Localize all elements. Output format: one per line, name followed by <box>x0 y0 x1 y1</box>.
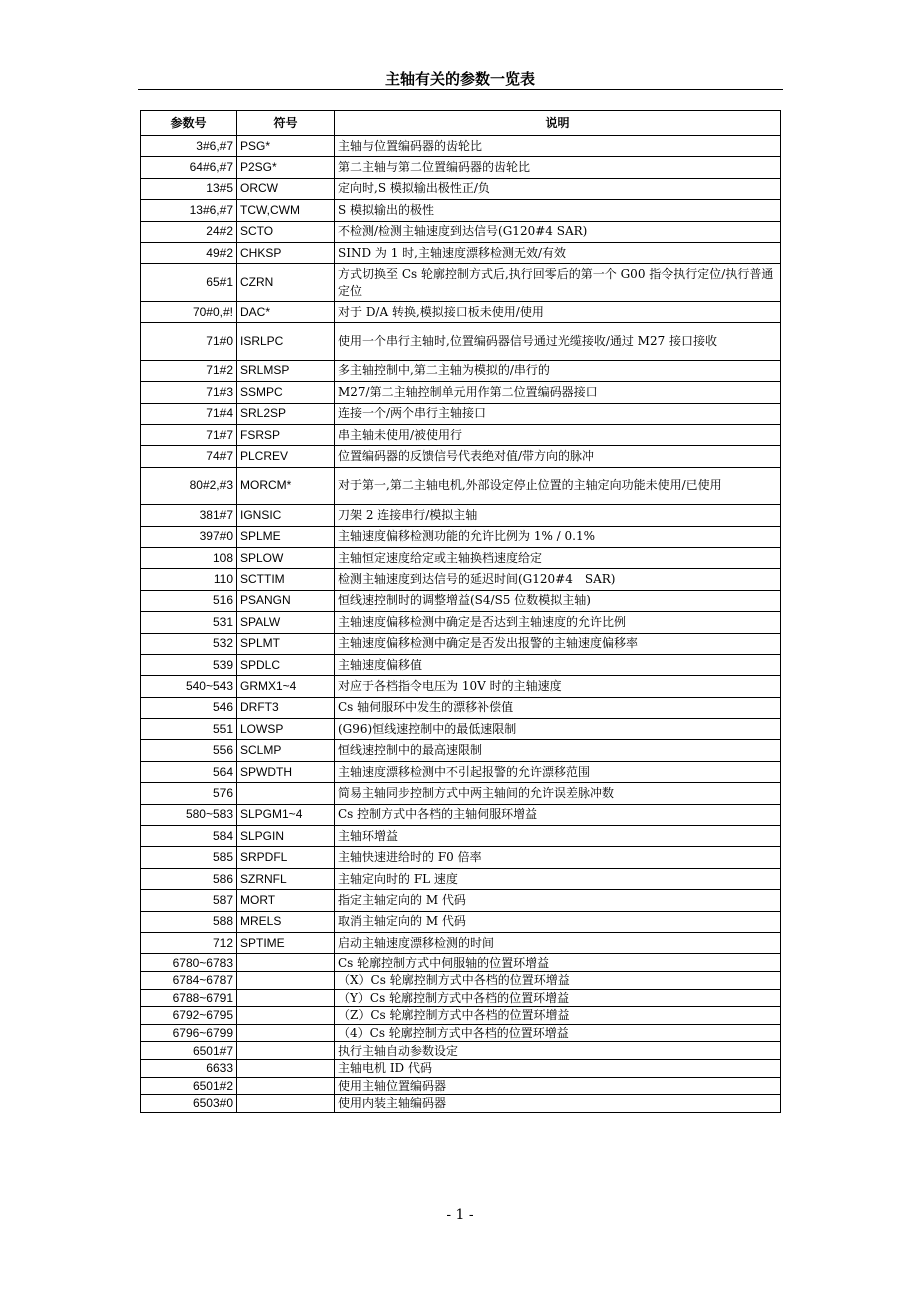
symbol-cell: SRPDFL <box>237 847 335 868</box>
symbol-cell <box>237 1077 335 1095</box>
param-number-cell: 6633 <box>141 1059 237 1077</box>
symbol-cell: ISRLPC <box>237 323 335 361</box>
param-number-cell: 6501#2 <box>141 1077 237 1095</box>
table-row <box>141 200 781 221</box>
symbol-cell: SPLMT <box>237 633 335 654</box>
table-row <box>141 612 781 633</box>
description-cell: M27/第二主轴控制单元用作第二位置编码器接口 <box>335 382 781 403</box>
symbol-cell: SPWDTH <box>237 761 335 782</box>
description-cell: 多主轴控制中,第二主轴为模拟的/串行的 <box>335 360 781 381</box>
symbol-cell: CHKSP <box>237 242 335 263</box>
param-number-cell: 71#4 <box>141 403 237 424</box>
description-cell: 恒线速控制中的最高速限制 <box>335 740 781 761</box>
table-row <box>141 761 781 782</box>
header-rule <box>138 89 783 90</box>
table-row <box>141 547 781 568</box>
symbol-cell: SRLMSP <box>237 360 335 381</box>
description-cell: 启动主轴速度漂移检测的时间 <box>335 933 781 954</box>
table-row <box>141 157 781 178</box>
symbol-cell: FSRSP <box>237 424 335 445</box>
param-number-cell: 587 <box>141 890 237 911</box>
description-cell: 使用内装主轴编码器 <box>335 1095 781 1113</box>
description-cell: 串主轴未使用/被使用行 <box>335 424 781 445</box>
table-row <box>141 847 781 868</box>
table-row <box>141 1059 781 1077</box>
table-row <box>141 783 781 804</box>
table-row <box>141 242 781 263</box>
description-cell: 主轴速度偏移值 <box>335 654 781 675</box>
description-cell: Cs 轮廓控制方式中伺服轴的位置环增益 <box>335 954 781 972</box>
symbol-cell: IGNSIC <box>237 505 335 526</box>
description-cell: （Z）Cs 轮廓控制方式中各档的位置环增益 <box>335 1007 781 1025</box>
table-row <box>141 360 781 381</box>
description-cell: 对于第一,第二主轴电机,外部设定停止位置的主轴定向功能未使用/已使用 <box>335 467 781 505</box>
param-number-cell: 381#7 <box>141 505 237 526</box>
param-number-cell: 584 <box>141 826 237 847</box>
symbol-cell <box>237 971 335 989</box>
header-symbol: 符号 <box>237 111 335 136</box>
description-cell: 主轴速度漂移检测中不引起报警的允许漂移范围 <box>335 761 781 782</box>
description-cell: 使用一个串行主轴时,位置编码器信号通过光缆接收/通过 M27 接口接收 <box>335 323 781 361</box>
table-row <box>141 933 781 954</box>
param-number-cell: 70#0,#! <box>141 301 237 322</box>
parameter-table <box>140 110 781 1113</box>
param-number-cell: 6501#7 <box>141 1042 237 1060</box>
description-cell: 主轴快速进给时的 F0 倍率 <box>335 847 781 868</box>
table-row <box>141 424 781 445</box>
symbol-cell: ORCW <box>237 178 335 199</box>
param-number-cell: 65#1 <box>141 264 237 302</box>
param-number-cell: 6792~6795 <box>141 1007 237 1025</box>
description-cell: 恒线速控制时的调整增益(S4/S5 位数模拟主轴) <box>335 590 781 611</box>
description-cell: 检测主轴速度到达信号的延迟时间(G120#4 SAR) <box>335 569 781 590</box>
description-cell: 指定主轴定向的 M 代码 <box>335 890 781 911</box>
description-cell: 主轴速度偏移检测中确定是否发出报警的主轴速度偏移率 <box>335 633 781 654</box>
symbol-cell: SCLMP <box>237 740 335 761</box>
param-number-cell: 13#6,#7 <box>141 200 237 221</box>
symbol-cell: SCTO <box>237 221 335 242</box>
description-cell: 对于 D/A 转换,模拟接口板未使用/使用 <box>335 301 781 322</box>
page-title: 主轴有关的参数一览表 <box>384 70 535 88</box>
param-number-cell: 64#6,#7 <box>141 157 237 178</box>
description-cell: 主轴速度偏移检测中确定是否达到主轴速度的允许比例 <box>335 612 781 633</box>
description-cell: 简易主轴同步控制方式中两主轴间的允许误差脉冲数 <box>335 783 781 804</box>
description-cell: 取消主轴定向的 M 代码 <box>335 911 781 932</box>
table-row <box>141 526 781 547</box>
description-cell: 主轴速度偏移检测功能的允许比例为 1% / 0.1% <box>335 526 781 547</box>
table-row <box>141 505 781 526</box>
table-row <box>141 569 781 590</box>
table-row <box>141 301 781 322</box>
param-number-cell: 3#6,#7 <box>141 136 237 157</box>
table-row <box>141 868 781 889</box>
param-number-cell: 71#7 <box>141 424 237 445</box>
description-cell: Cs 控制方式中各档的主轴伺服环增益 <box>335 804 781 825</box>
param-number-cell: 110 <box>141 569 237 590</box>
table-row <box>141 467 781 505</box>
param-number-cell: 13#5 <box>141 178 237 199</box>
param-number-cell: 712 <box>141 933 237 954</box>
table-header-row <box>141 111 781 136</box>
symbol-cell: SPDLC <box>237 654 335 675</box>
description-cell: 第二主轴与第二位置编码器的齿轮比 <box>335 157 781 178</box>
table-row <box>141 719 781 740</box>
description-cell: (G96)恒线速控制中的最低速限制 <box>335 719 781 740</box>
table-row <box>141 633 781 654</box>
symbol-cell: SPTIME <box>237 933 335 954</box>
symbol-cell: PLCREV <box>237 446 335 467</box>
description-cell: （Y）Cs 轮廓控制方式中各档的位置环增益 <box>335 989 781 1007</box>
param-number-cell: 71#2 <box>141 360 237 381</box>
symbol-cell: P2SG* <box>237 157 335 178</box>
param-number-cell: 531 <box>141 612 237 633</box>
symbol-cell: SPLOW <box>237 547 335 568</box>
param-number-cell: 71#3 <box>141 382 237 403</box>
header-description: 说明 <box>335 111 781 136</box>
param-number-cell: 540~543 <box>141 676 237 697</box>
symbol-cell <box>237 989 335 1007</box>
symbol-cell <box>237 1024 335 1042</box>
symbol-cell: CZRN <box>237 264 335 302</box>
description-cell: 主轴定向时的 FL 速度 <box>335 868 781 889</box>
symbol-cell: SLPGIN <box>237 826 335 847</box>
param-number-cell: 532 <box>141 633 237 654</box>
symbol-cell: GRMX1~4 <box>237 676 335 697</box>
description-cell: 对应于各档指令电压为 10V 时的主轴速度 <box>335 676 781 697</box>
param-number-cell: 585 <box>141 847 237 868</box>
param-number-cell: 6796~6799 <box>141 1024 237 1042</box>
table-row <box>141 136 781 157</box>
description-cell: 连接一个/两个串行主轴接口 <box>335 403 781 424</box>
description-cell: （X）Cs 轮廓控制方式中各档的位置环增益 <box>335 971 781 989</box>
description-cell: 使用主轴位置编码器 <box>335 1077 781 1095</box>
table-row <box>141 323 781 361</box>
table-row <box>141 1077 781 1095</box>
table-row <box>141 804 781 825</box>
symbol-cell <box>237 1007 335 1025</box>
param-number-cell: 546 <box>141 697 237 718</box>
param-number-cell: 556 <box>141 740 237 761</box>
table-row <box>141 264 781 302</box>
symbol-cell: DRFT3 <box>237 697 335 718</box>
description-cell: 方式切换至 Cs 轮廓控制方式后,执行回零后的第一个 G00 指令执行定位/执行普通定位 <box>335 264 781 302</box>
symbol-cell: SPLME <box>237 526 335 547</box>
symbol-cell: TCW,CWM <box>237 200 335 221</box>
param-number-cell: 551 <box>141 719 237 740</box>
table-row <box>141 954 781 972</box>
table-row <box>141 971 781 989</box>
table-row <box>141 740 781 761</box>
symbol-cell: MORT <box>237 890 335 911</box>
param-number-cell: 6503#0 <box>141 1095 237 1113</box>
table-row <box>141 1007 781 1025</box>
table-row <box>141 676 781 697</box>
symbol-cell <box>237 1042 335 1060</box>
param-number-cell: 49#2 <box>141 242 237 263</box>
symbol-cell: SCTTIM <box>237 569 335 590</box>
param-number-cell: 564 <box>141 761 237 782</box>
param-number-cell: 24#2 <box>141 221 237 242</box>
description-cell: 主轴与位置编码器的齿轮比 <box>335 136 781 157</box>
param-number-cell: 6788~6791 <box>141 989 237 1007</box>
param-number-cell: 108 <box>141 547 237 568</box>
description-cell: S 模拟输出的极性 <box>335 200 781 221</box>
description-cell: 主轴恒定速度给定或主轴换档速度给定 <box>335 547 781 568</box>
table-row <box>141 178 781 199</box>
description-cell: 主轴环增益 <box>335 826 781 847</box>
param-number-cell: 588 <box>141 911 237 932</box>
table-row <box>141 697 781 718</box>
description-cell: SIND 为 1 时,主轴速度漂移检测无效/有效 <box>335 242 781 263</box>
table-row <box>141 890 781 911</box>
table-row <box>141 1042 781 1060</box>
table-row <box>141 989 781 1007</box>
symbol-cell: SSMPC <box>237 382 335 403</box>
symbol-cell <box>237 1059 335 1077</box>
param-number-cell: 6780~6783 <box>141 954 237 972</box>
symbol-cell <box>237 954 335 972</box>
param-number-cell: 580~583 <box>141 804 237 825</box>
param-number-cell: 576 <box>141 783 237 804</box>
symbol-cell: PSG* <box>237 136 335 157</box>
table-row <box>141 1095 781 1113</box>
param-number-cell: 74#7 <box>141 446 237 467</box>
description-cell: 刀架 2 连接串行/模拟主轴 <box>335 505 781 526</box>
header-param-number: 参数号 <box>141 111 237 136</box>
table-row <box>141 826 781 847</box>
table-row <box>141 654 781 675</box>
symbol-cell: LOWSP <box>237 719 335 740</box>
table-row <box>141 1024 781 1042</box>
table-row <box>141 590 781 611</box>
param-number-cell: 6784~6787 <box>141 971 237 989</box>
param-number-cell: 586 <box>141 868 237 889</box>
param-number-cell: 71#0 <box>141 323 237 361</box>
param-number-cell: 80#2,#3 <box>141 467 237 505</box>
param-number-cell: 539 <box>141 654 237 675</box>
description-cell: 主轴电机 ID 代码 <box>335 1059 781 1077</box>
description-cell: 不检测/检测主轴速度到达信号(G120#4 SAR) <box>335 221 781 242</box>
description-cell: （4）Cs 轮廓控制方式中各档的位置环增益 <box>335 1024 781 1042</box>
param-number-cell: 516 <box>141 590 237 611</box>
page-number: - 1 - <box>446 1207 474 1223</box>
description-cell: 位置编码器的反馈信号代表绝对值/带方向的脉冲 <box>335 446 781 467</box>
symbol-cell <box>237 783 335 804</box>
symbol-cell: PSANGN <box>237 590 335 611</box>
table-row <box>141 382 781 403</box>
symbol-cell: MRELS <box>237 911 335 932</box>
symbol-cell <box>237 1095 335 1113</box>
table-row <box>141 403 781 424</box>
table-row <box>141 221 781 242</box>
description-cell: 定向时,S 模拟输出极性正/负 <box>335 178 781 199</box>
symbol-cell: SPALW <box>237 612 335 633</box>
symbol-cell: MORCM* <box>237 467 335 505</box>
symbol-cell: SZRNFL <box>237 868 335 889</box>
symbol-cell: SRL2SP <box>237 403 335 424</box>
table-body <box>141 136 781 1113</box>
param-number-cell: 397#0 <box>141 526 237 547</box>
symbol-cell: DAC* <box>237 301 335 322</box>
description-cell: Cs 轴伺服环中发生的漂移补偿值 <box>335 697 781 718</box>
description-cell: 执行主轴自动参数设定 <box>335 1042 781 1060</box>
table-row <box>141 911 781 932</box>
symbol-cell: SLPGM1~4 <box>237 804 335 825</box>
table-row <box>141 446 781 467</box>
